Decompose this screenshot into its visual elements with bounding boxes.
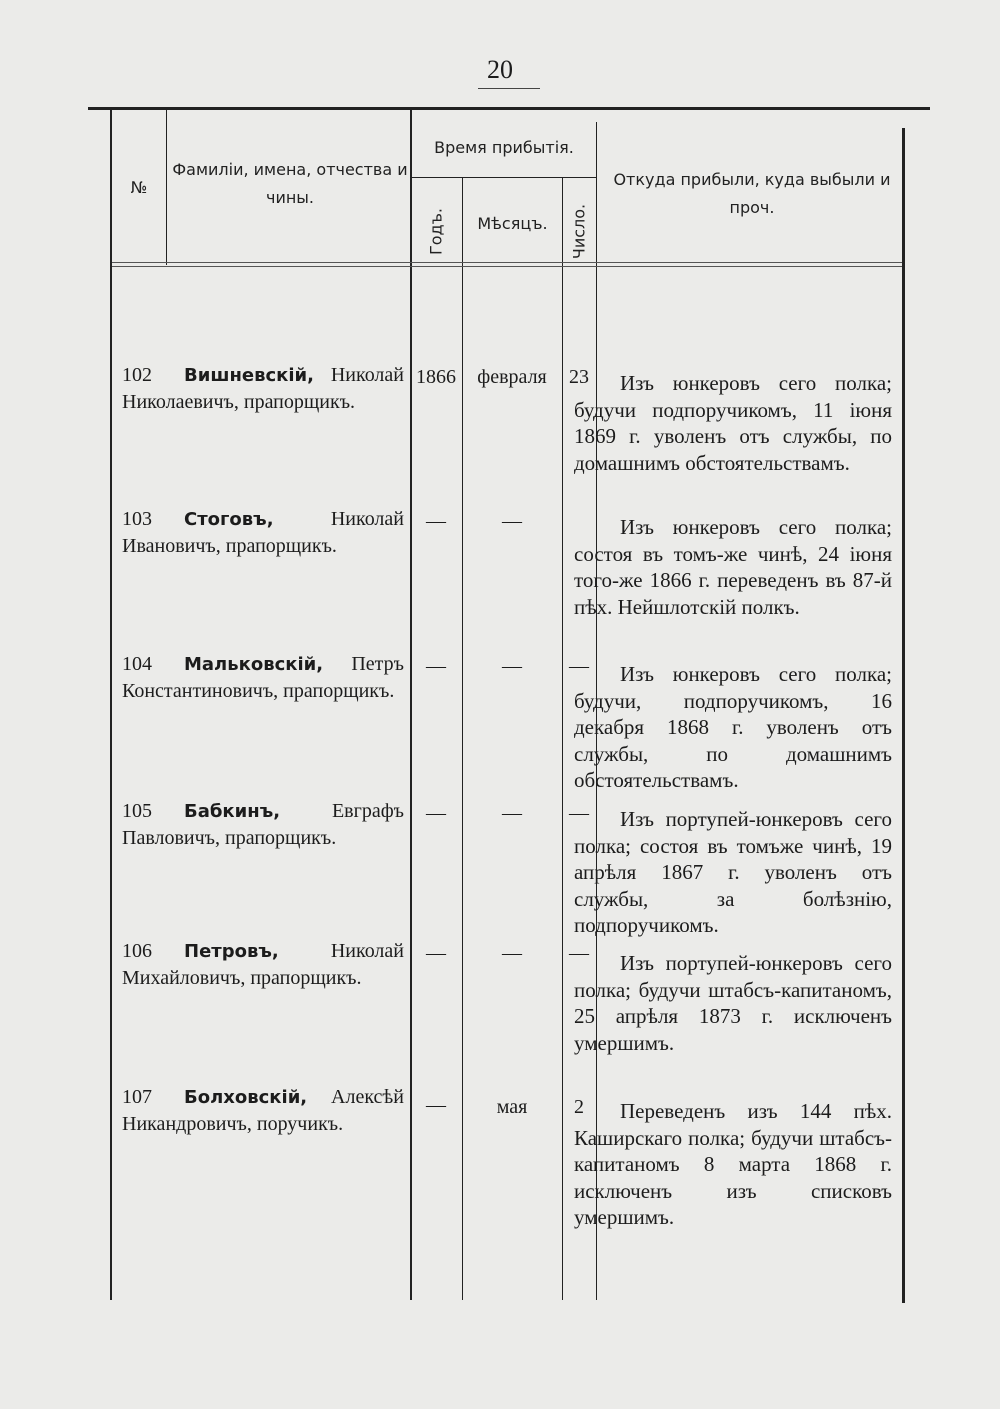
- entry-day: —: [569, 802, 589, 824]
- header-day: Число.: [569, 203, 589, 260]
- entry-name: [122, 362, 404, 415]
- header-month: Мѣсяцъ.: [477, 214, 548, 233]
- entry-month: —: [502, 510, 522, 532]
- column-divider: [462, 178, 463, 1300]
- entry-year: —: [426, 655, 446, 677]
- entry-surname: Болховскій,: [184, 1087, 308, 1108]
- entry-name: [122, 506, 404, 559]
- column-divider: [166, 110, 167, 265]
- entry-year: —: [426, 510, 446, 532]
- entry-month: февраля: [477, 366, 547, 388]
- entry-name-rest: Николай Ивановичъ, прапорщикъ.: [122, 508, 404, 557]
- column-divider: [410, 110, 412, 1300]
- column-divider: [562, 178, 563, 1300]
- entry-number: 104: [122, 653, 152, 675]
- entry-name-rest: Алексѣй Никандровичъ, поручикъ.: [122, 1086, 404, 1135]
- header-year: Годъ.: [426, 208, 446, 255]
- entry-number: 103: [122, 508, 152, 530]
- header-name: Фамиліи, имена, отчества и чины.: [172, 160, 408, 207]
- entry-surname: Мальковскій,: [184, 654, 324, 675]
- header-notes: Откуда прибыли, куда выбыли и проч.: [613, 170, 891, 217]
- entry-note: Изъ юнкеровъ сего полка; будучи, подпоручикомъ, 16 декабря 1868 г. уволенъ отъ службы, по домашнимъ обстоятельствамъ.: [574, 662, 892, 792]
- subheader-rule: [412, 177, 596, 178]
- entry-day: 23: [569, 366, 589, 388]
- entry-note: Изъ юнкеровъ сего полка; будучи подпоручикомъ, 11 іюня 1869 г. уволенъ отъ службы, по домашнимъ обстоятельствамъ.: [574, 371, 892, 475]
- entry-month: мая: [496, 1096, 528, 1118]
- entry-name-rest: Петръ Константиновичъ, прапорщикъ.: [122, 653, 404, 702]
- entry-day: —: [569, 942, 589, 964]
- header-no: №: [130, 178, 148, 197]
- header-bottom-rule: [112, 262, 902, 263]
- entry-number: 107: [122, 1086, 152, 1108]
- entry-name: [122, 938, 404, 991]
- table-left-rule: [110, 110, 112, 1300]
- entry-name: [122, 798, 404, 851]
- entry-year: —: [426, 1094, 446, 1116]
- entry-surname: Стоговъ,: [184, 509, 274, 530]
- entry-name: [122, 1084, 404, 1137]
- entry-number: 102: [122, 364, 152, 386]
- page-number: 20: [487, 55, 513, 84]
- entry-name-rest: Николай Михайловичъ, прапорщикъ.: [122, 940, 404, 989]
- entry-surname: Бабкинъ,: [184, 801, 281, 822]
- entry-surname: Петровъ,: [184, 941, 279, 962]
- entry-month: —: [502, 802, 522, 824]
- table-top-rule: [88, 107, 930, 110]
- entry-month: —: [502, 655, 522, 677]
- entry-year: —: [426, 942, 446, 964]
- table-right-rule: [902, 128, 905, 1303]
- entry-number: 106: [122, 940, 152, 962]
- entry-name-rest: Евграфъ Павловичъ, прапорщикъ.: [122, 800, 404, 849]
- entry-day: 2: [574, 1096, 584, 1118]
- entry-number: 105: [122, 800, 152, 822]
- entry-note: Изъ юнкеровъ сего полка; состоя въ томъ-же чинѣ, 24 іюня того-же 1866 г. переведенъ въ 87-й пѣх. Нейшлотскій полкъ.: [574, 515, 892, 619]
- entry-day: —: [569, 655, 589, 677]
- entry-note: Изъ портупей-юнкеровъ сего полка; состоя въ томъже чинѣ, 19 апрѣля 1867 г. уволенъ отъ службы, за болѣзнію, подпоручикомъ.: [574, 807, 892, 937]
- page-number-underline: [478, 88, 540, 89]
- header-arrival: Время прибытія.: [434, 138, 574, 157]
- entry-note: Изъ портупей-юнкеровъ сего полка; будучи штабсъ-капитаномъ, 25 апрѣля 1873 г. исключенъ умершимъ.: [574, 951, 892, 1055]
- header-bottom-rule: [112, 266, 902, 267]
- entry-name-rest: Николай Николаевичъ, прапорщикъ.: [122, 364, 404, 413]
- entry-year: 1866: [416, 366, 456, 388]
- entry-name: [122, 651, 404, 704]
- entry-note: Переведенъ изъ 144 пѣх. Каширскаго полка; будучи штабсъ-капитаномъ 8 марта 1868 г. исключенъ изъ списковъ умершимъ.: [574, 1099, 892, 1229]
- entry-month: —: [502, 942, 522, 964]
- entry-surname: Вишневскій,: [184, 365, 314, 386]
- entry-year: —: [426, 802, 446, 824]
